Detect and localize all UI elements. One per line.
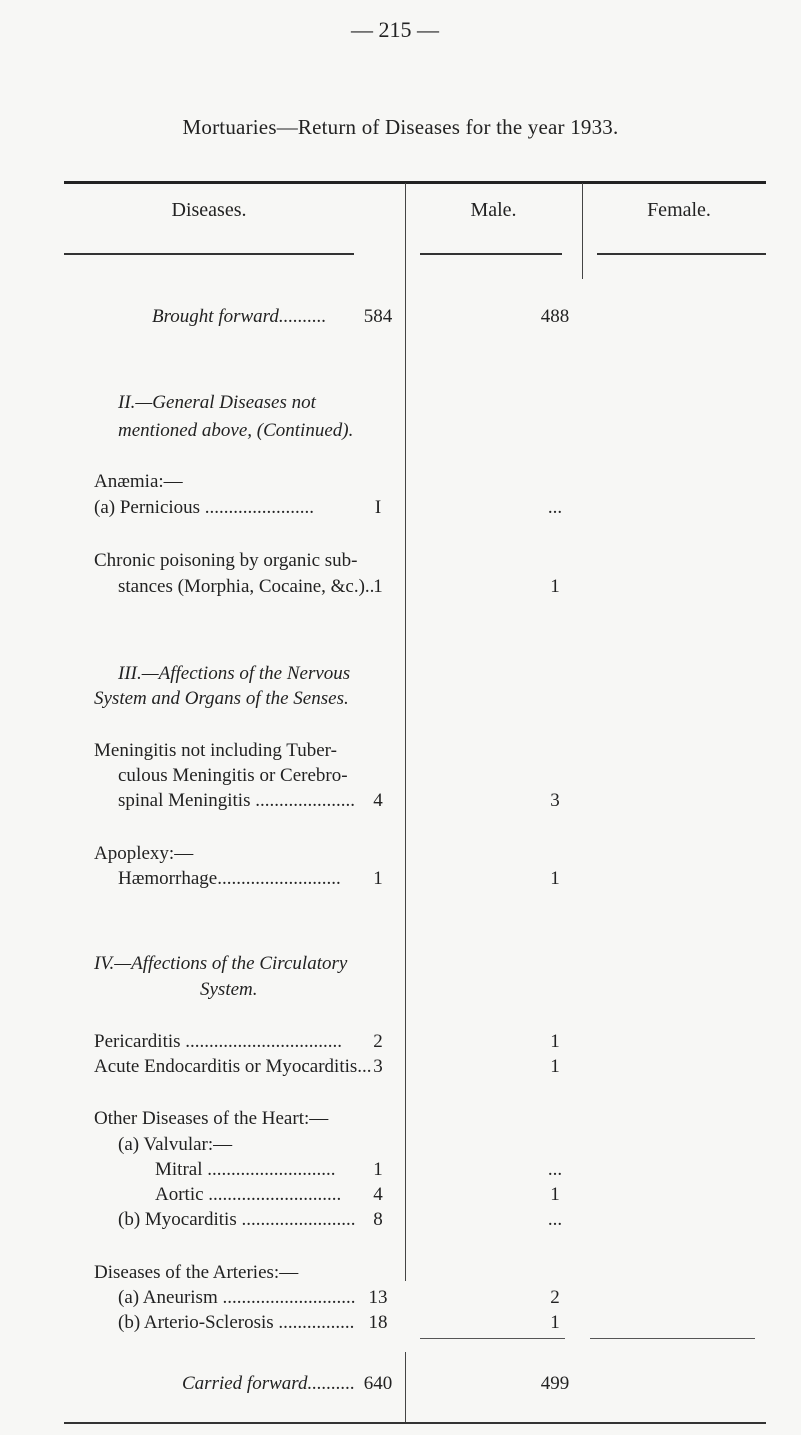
row-label: (a) Valvular:— [118,1134,233,1155]
row-label: Apoplexy:— [94,843,194,864]
row-female: 1 [550,868,560,889]
row-male: 4 [373,790,383,811]
row-label: Aortic ............................ [155,1184,342,1205]
row-label: Acute Endocarditis or Myocarditis... [94,1056,372,1077]
row-label: Anæmia:— [94,471,183,492]
row-label-carried-forward: Carried forward.......... [182,1373,355,1394]
column-divider-male [405,183,406,1281]
row-label: Chronic poisoning by organic sub- [94,550,358,571]
row-label: (b) Arterio-Sclerosis ................ [118,1312,355,1333]
sum-rule-male [420,1338,565,1339]
row-male: 8 [373,1209,383,1230]
row-male: I [374,497,382,518]
row-label: Mitral ........................... [155,1159,336,1180]
row-label: Meningitis not including Tuber- [94,740,337,761]
row-female: 1 [550,576,560,597]
section-heading-iv-cont: System. [200,979,258,1000]
row-female: 1 [550,1312,560,1333]
table-top-rule [64,181,766,184]
row-label: Hæmorrhage.......................... [118,868,341,889]
row-male: 4 [373,1184,383,1205]
row-label: spinal Meningitis ..................... [118,790,355,811]
row-label-brought-forward: Brought forward.......... [152,306,327,327]
row-male: 1 [373,1159,383,1180]
header-rule-male [420,253,562,255]
row-female: ... [547,1159,563,1180]
section-heading-ii-cont: mentioned above, (Continued). [118,420,354,441]
header-diseases: Diseases. [171,199,247,221]
section-heading-iv: IV.—Affections of the Circulatory [94,953,348,974]
page-title: Mortuaries—Return of Diseases for the year 1933. [182,115,619,139]
row-label: culous Meningitis or Cerebro- [118,765,348,786]
row-male: 1 [373,576,383,597]
row-label: (b) Myocarditis ........................ [118,1209,356,1230]
row-female: 1 [550,1184,560,1205]
row-female: 488 [540,306,570,327]
row-male: 1 [373,868,383,889]
row-female: 3 [550,790,560,811]
table-bottom-rule [64,1422,766,1424]
section-heading-iii: III.—Affections of the Nervous [118,663,351,684]
row-male: 584 [363,306,393,327]
row-male-total: 640 [363,1373,393,1394]
row-female: ... [547,1209,563,1230]
row-male: 2 [373,1031,383,1052]
section-heading-iii-cont: System and Organs of the Senses. [94,688,349,709]
row-male: 3 [373,1056,383,1077]
row-female: 1 [550,1031,560,1052]
row-female: ... [547,497,563,518]
row-label: (a) Pernicious ....................... [94,497,315,518]
header-male: Male. [470,199,517,221]
page-number: — 215 — [351,17,439,42]
header-rule-female [597,253,766,255]
column-divider-female [582,183,583,279]
sum-rule-female [590,1338,755,1339]
header-female: Female. [647,199,711,221]
row-female: 2 [550,1287,560,1308]
row-label: Diseases of the Arteries:— [94,1262,299,1283]
row-male: 13 [368,1287,388,1308]
row-label: stances (Morphia, Cocaine, &c.).. [118,576,375,597]
row-label: (a) Aneurism ............................ [118,1287,356,1308]
header-rule-diseases [64,253,354,255]
row-female-total: 499 [540,1373,570,1394]
row-label: Other Diseases of the Heart:— [94,1108,329,1129]
row-label: Pericarditis ................................. [94,1031,343,1052]
row-female: 1 [550,1056,560,1077]
row-male: 18 [368,1312,388,1333]
section-heading-ii: II.—General Diseases not [118,392,316,413]
